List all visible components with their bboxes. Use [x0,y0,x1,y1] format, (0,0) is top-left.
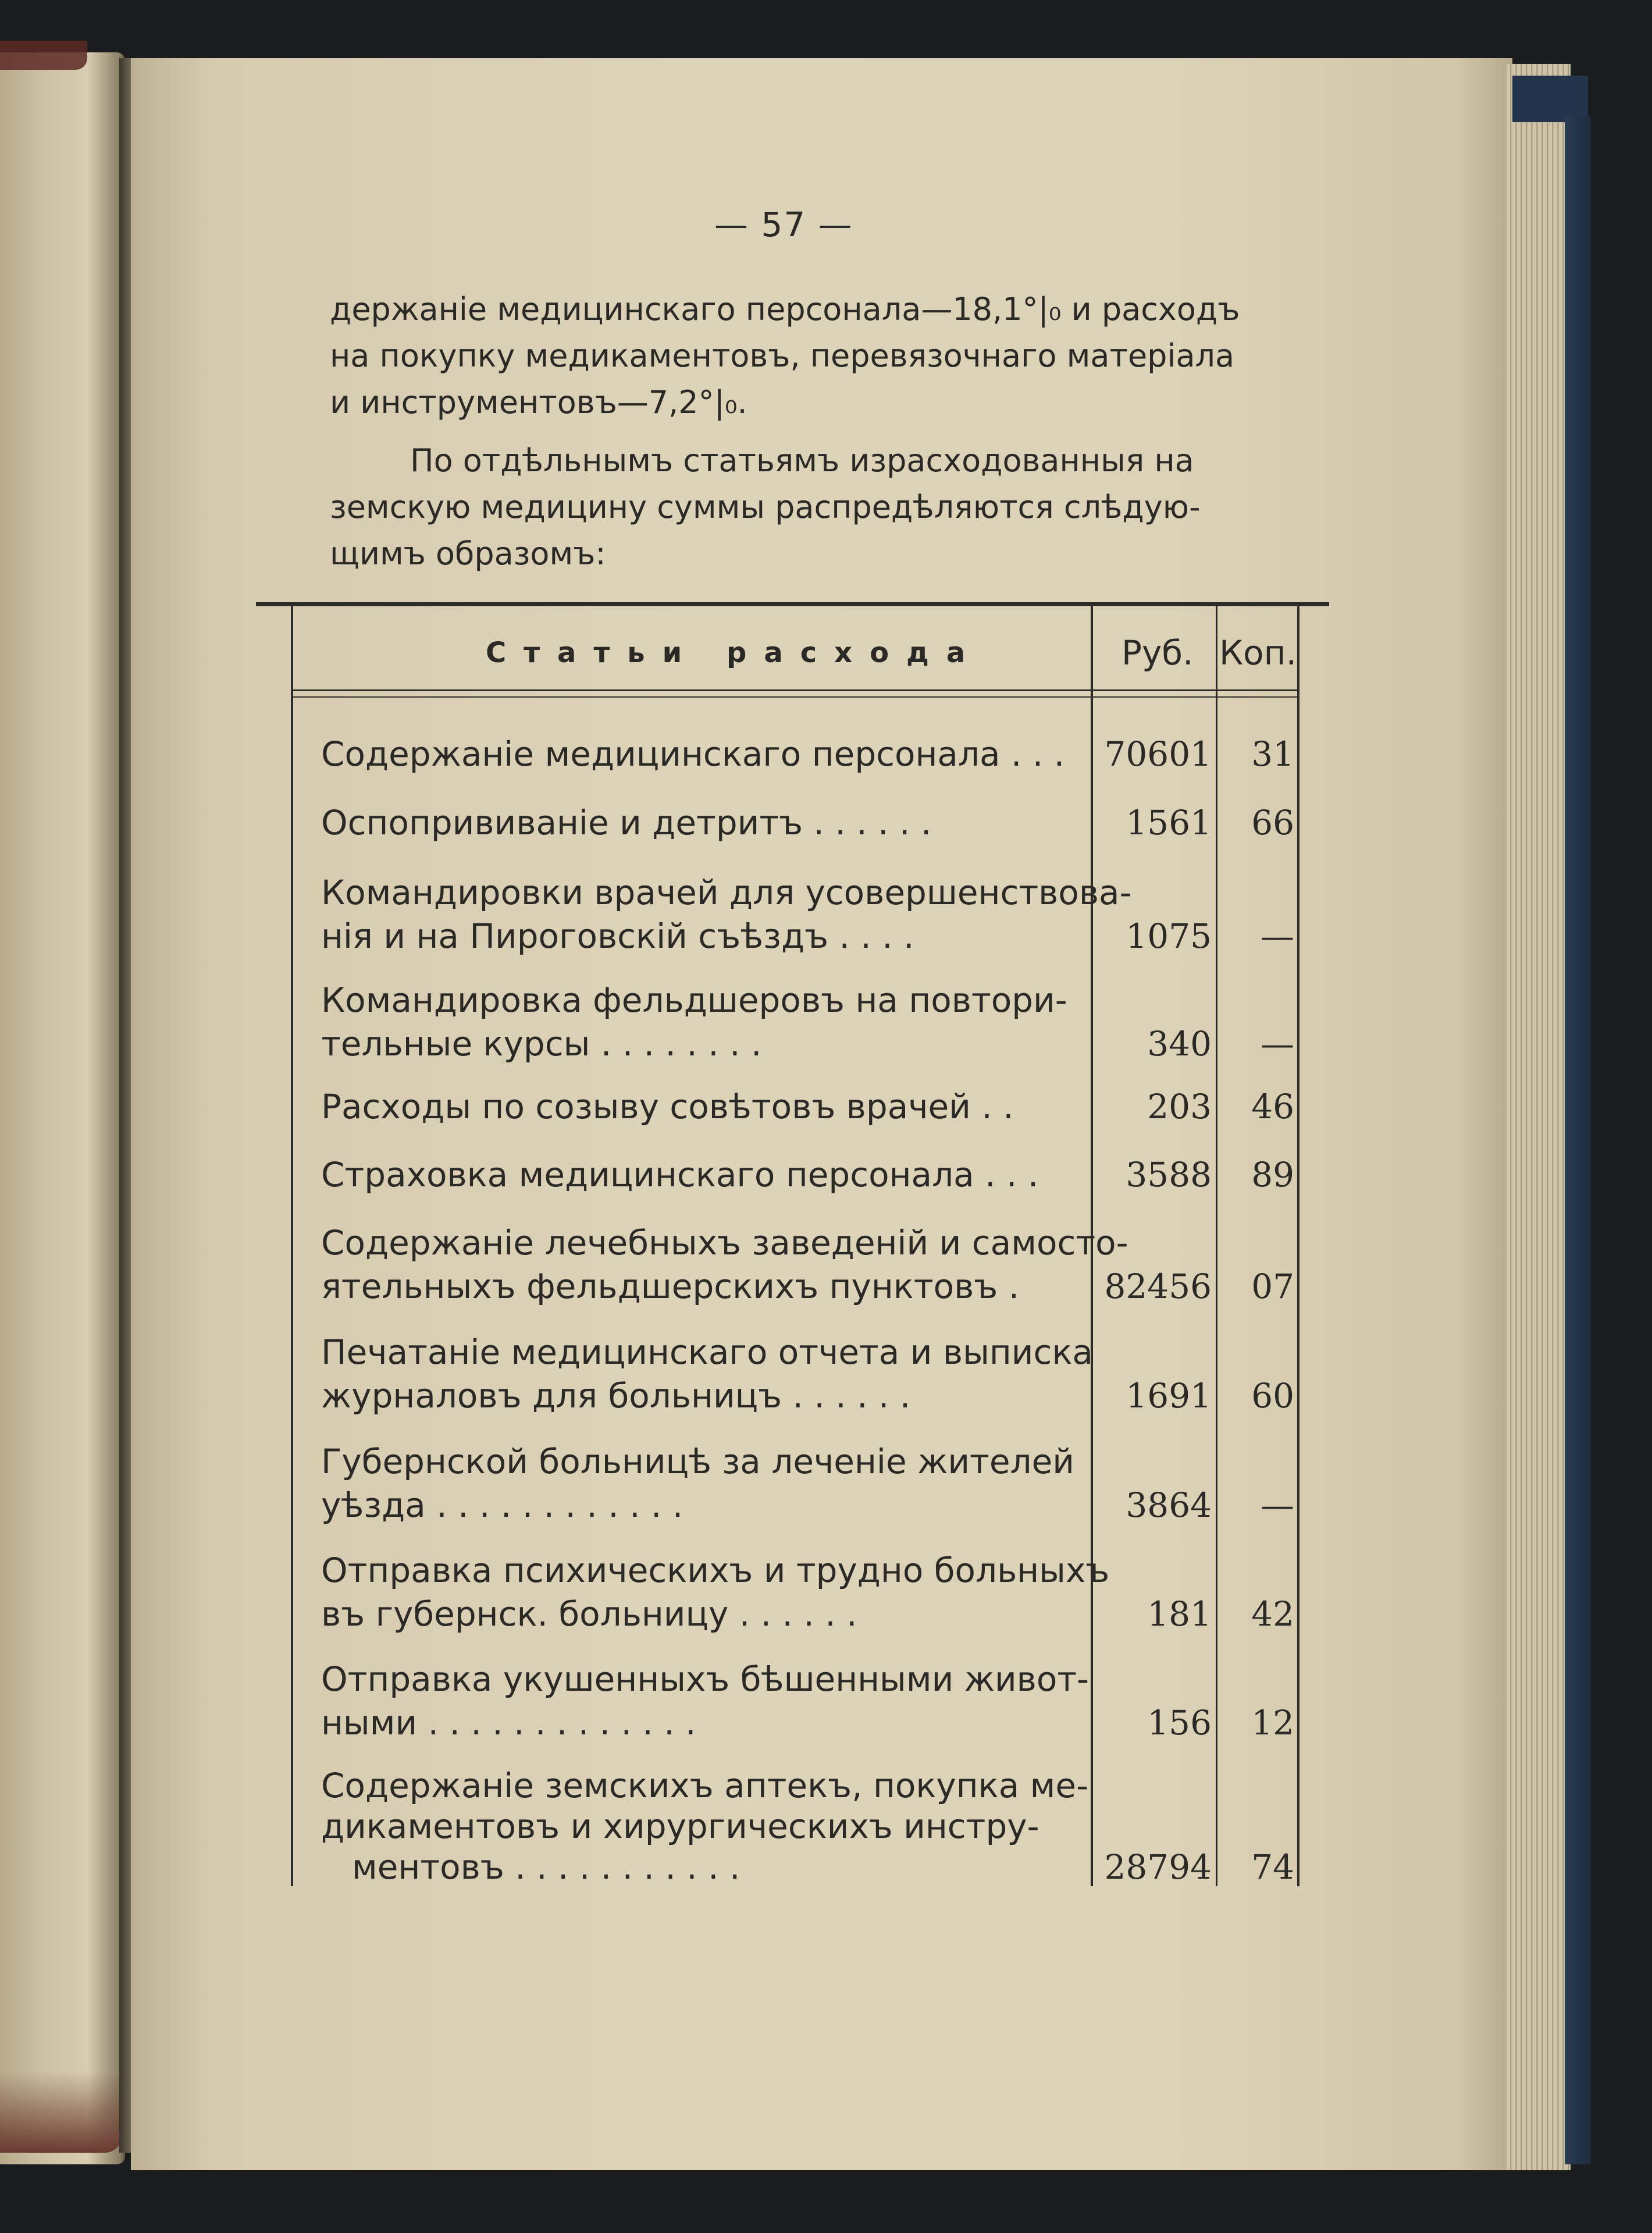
paragraph-line-3: и инструментовъ—7,2°|₀. [330,384,747,421]
row-8-kop: 60 [1251,1376,1294,1416]
row-9-line-1: Губернской больницѣ за леченіе жителей [321,1442,1074,1481]
row-11-line-1: Отправка укушенныхъ бѣшенными живот- [321,1659,1090,1699]
paragraph-line-2: на покупку медикаментовъ, перевязочнаго матеріала [330,337,1235,374]
row-3-line-2: нія и на Пироговскій съѣздъ . . . . [321,916,914,956]
row-4-line-2: тельные курсы . . . . . . . . [321,1024,762,1064]
row-10-line-1: Отправка психическихъ и трудно больныхъ [321,1551,1110,1590]
row-8-line-1: Печатаніе медицинскаго отчета и выписка [321,1332,1093,1372]
right-cover-corner [1512,76,1588,122]
header-rule-2 [291,696,1297,698]
row-2-kop: 66 [1251,803,1294,842]
page-block-edges [1507,64,1571,2170]
column-header-kop: Коп. [1219,633,1297,673]
row-1-line-1: Содержаніе медицинскаго персонала . . . [321,734,1065,774]
paragraph-line-4: По отдѣльнымъ статьямъ израсходованныя на [410,442,1194,479]
row-11-kop: 12 [1251,1703,1294,1743]
row-10-kop: 42 [1251,1594,1294,1634]
row-4-kop: — [1261,1024,1294,1064]
left-cover-edge [0,41,87,70]
row-11-rub: 156 [1147,1703,1212,1743]
row-1-rub: 70601 [1104,734,1212,774]
row-6-rub: 3588 [1126,1155,1212,1194]
row-6-line-1: Страховка медицинскаго персонала . . . [321,1155,1039,1194]
right-cover-edge [1565,116,1591,2164]
row-4-rub: 340 [1147,1024,1212,1064]
row-12-line-3: ментовъ . . . . . . . . . . . [352,1847,740,1887]
left-page-fragment [0,52,125,2164]
table-top-rule [256,602,1329,606]
row-3-kop: — [1261,916,1294,956]
row-12-rub: 28794 [1104,1847,1212,1887]
row-8-line-2: журналовъ для больницъ . . . . . . [321,1376,911,1416]
row-4-line-1: Командировка фельдшеровъ на повтори- [321,980,1067,1020]
table-right-rule [1297,606,1299,1886]
paragraph-line-1: держаніе медицинскаго персонала—18,1°|₀ и расходъ [330,291,1240,328]
column-header-rub: Руб. [1121,633,1194,673]
row-1-kop: 31 [1251,734,1294,774]
paragraph-line-5: земскую медицину суммы распредѣляются слѣдую- [330,489,1201,525]
row-10-line-2: въ губернск. больницу . . . . . . [321,1594,857,1634]
table-left-rule [291,606,293,1886]
row-10-rub: 181 [1147,1594,1212,1634]
row-8-rub: 1691 [1126,1376,1212,1416]
row-12-line-1: Содержаніе земскихъ аптекъ, покупка ме- [321,1766,1089,1805]
header-rule-1 [291,689,1297,691]
row-12-line-2: дикаментовъ и хирургическихъ инстру- [321,1807,1039,1846]
column-header-item: Статьи расхода [486,637,983,669]
row-7-rub: 82456 [1104,1267,1212,1306]
paragraph-line-6: щимъ образомъ: [330,535,606,572]
row-2-rub: 1561 [1126,803,1212,842]
row-3-line-1: Командировки врачей для усовершенствова- [321,873,1132,912]
row-5-line-1: Расходы по созыву совѣтовъ врачей . . [321,1087,1014,1126]
row-9-rub: 3864 [1126,1485,1212,1525]
row-12-kop: 74 [1251,1847,1294,1887]
table-kop-rule [1216,606,1217,1886]
row-2-line-1: Оспопрививаніе и детритъ . . . . . . [321,803,932,842]
row-7-line-2: ятельныхъ фельдшерскихъ пунктовъ . [321,1267,1020,1306]
row-6-kop: 89 [1251,1155,1294,1194]
row-7-kop: 07 [1251,1267,1294,1306]
row-5-rub: 203 [1147,1087,1212,1126]
row-5-kop: 46 [1251,1087,1294,1126]
row-7-line-1: Содержаніе лечебныхъ заведеній и самосто- [321,1223,1128,1263]
left-cover-bottom [0,2071,122,2153]
row-9-kop: — [1261,1485,1294,1525]
row-11-line-2: ными . . . . . . . . . . . . . [321,1703,696,1743]
row-9-line-2: уѣзда . . . . . . . . . . . . [321,1485,683,1525]
page-number: — 57 — [714,205,853,244]
row-3-rub: 1075 [1126,916,1212,956]
